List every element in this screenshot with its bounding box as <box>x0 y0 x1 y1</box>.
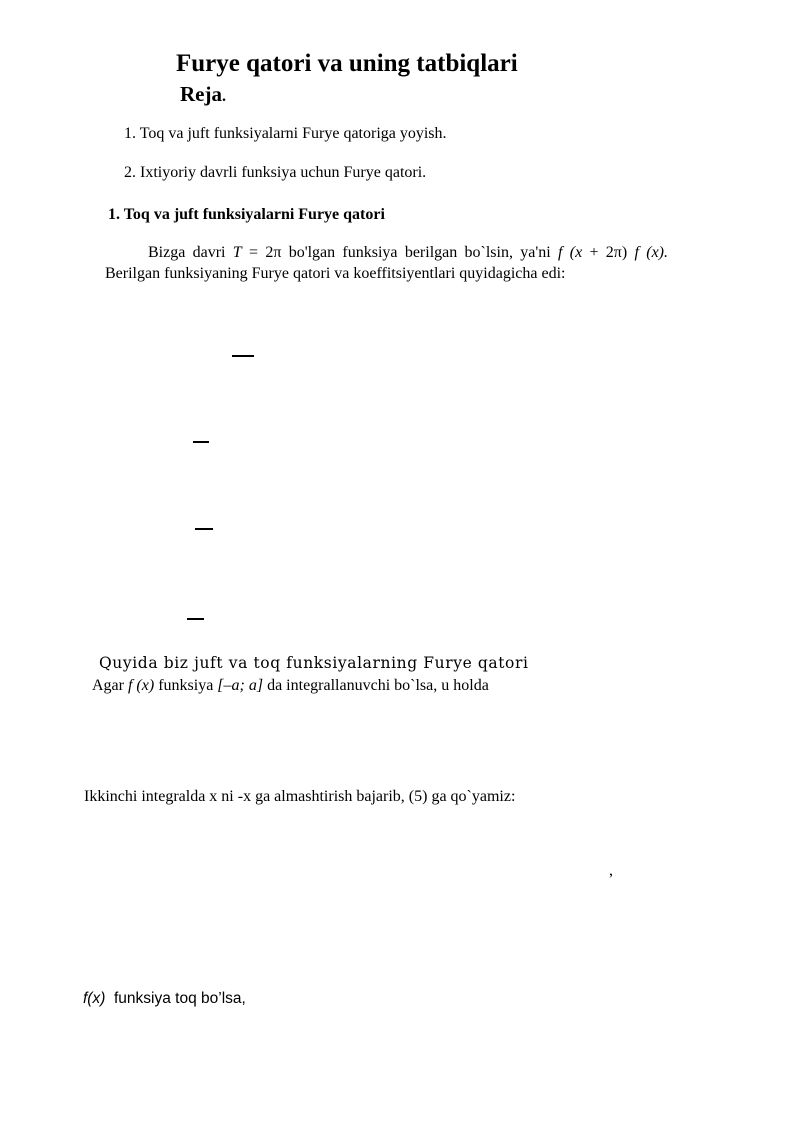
formula-fraction-bar-4 <box>187 618 204 620</box>
intro-text-3: + 2π) <box>582 244 635 261</box>
formula-fraction-bar-1 <box>232 355 254 357</box>
formula-comma: , <box>609 862 613 879</box>
formula-fraction-bar-3 <box>195 528 213 530</box>
ikkinchi-line: Ikkinchi integralda x ni -x ga almashtirish bajarib, (5) ga qo`yamiz: <box>84 788 516 805</box>
formula-fraction-bar-2 <box>193 441 209 443</box>
agar-text-3: da integrallanuvchi bo`lsa, u holda <box>263 677 489 694</box>
plan-item-2: 2. Ixtiyoriy davrli funksiya uchun Furye qatori. <box>124 164 427 181</box>
plan-item-1: 1. Toq va juft funksiyalarni Furye qatoriga yoyish. <box>124 125 447 142</box>
agar-function: f (x) <box>127 677 155 694</box>
period-symbol: T <box>232 244 242 261</box>
agar-line <box>92 677 489 695</box>
function-expr-2: f (x). <box>634 244 668 261</box>
toq-text: funksiya toq bo’lsa, <box>105 990 246 1007</box>
plan-heading <box>180 82 226 107</box>
intro-text-2: = 2π bo'lgan funksiya berilgan bo`lsin, ya'ni <box>241 244 558 261</box>
plan-heading-label: Reja <box>180 82 222 106</box>
plan-heading-dot: . <box>221 88 226 105</box>
document-title: Furye qatori va uning tatbiqlari <box>176 50 518 77</box>
agar-text-1: Agar <box>92 677 128 694</box>
toq-line <box>83 990 246 1008</box>
section-heading: 1. Toq va juft funksiyalarni Furye qatori <box>108 206 385 223</box>
agar-interval: [–a; a] <box>217 677 264 694</box>
intro-text-1: Bizga davri <box>148 244 233 261</box>
agar-text-2: funksiya <box>154 677 218 694</box>
quyida-line: Quyida biz juft va toq funksiyalarning Furye qatori <box>99 654 529 672</box>
intro-paragraph <box>105 242 668 284</box>
function-expr-1: f (x <box>558 244 583 261</box>
toq-function: f(x) <box>83 990 106 1007</box>
intro-text-4: Berilgan funksiyaning Furye qatori va koeffitsiyentlari quyidagicha edi: <box>105 265 566 282</box>
